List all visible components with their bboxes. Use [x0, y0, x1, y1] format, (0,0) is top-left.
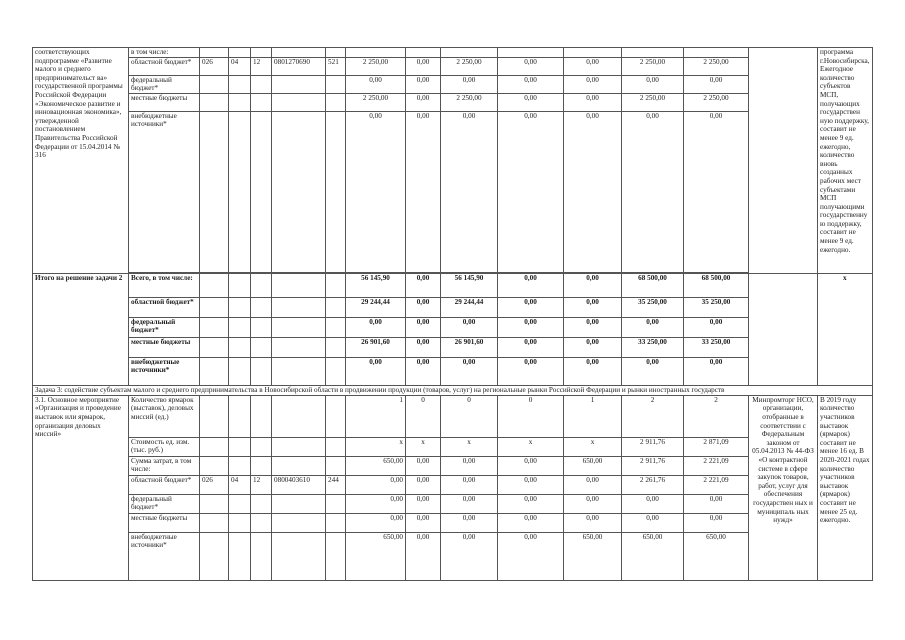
total2-row: [33, 297, 873, 317]
cell-v4: 0,00: [498, 317, 564, 337]
cell-v2: x: [406, 437, 441, 456]
cell-v5: 0,00: [564, 317, 622, 337]
cell-v3: 0,00: [441, 456, 498, 475]
cell-v6: 0,00: [622, 75, 684, 93]
cell-v4: 0,00: [498, 532, 564, 580]
cell-rz: [229, 48, 251, 58]
cell-v6: 2: [622, 395, 684, 437]
cell-v4: 0,00: [498, 513, 564, 532]
task3-header: Задача 3: содействие субъектам малого и среднего предпринимательства в Новосибирской области в продвижении продукции (товаров, услуг) на региональные рынки Российской Федерации и рынки иностранных государств: [33, 385, 873, 395]
cell-v5: 0,00: [564, 75, 622, 93]
cell-v3: [441, 48, 498, 58]
cell-csr: [272, 48, 326, 58]
cell-v7: 2: [684, 395, 749, 437]
cell-v2: 0,00: [406, 337, 441, 357]
cell-v4: 0,00: [498, 57, 564, 75]
cell-v4: 0,00: [498, 337, 564, 357]
cell-v7: 2 250,00: [684, 57, 749, 75]
cell-v2: 0,00: [406, 456, 441, 475]
cell-v3: 0,00: [441, 75, 498, 93]
task3-row: [33, 456, 873, 475]
row-label: местные бюджеты: [129, 93, 200, 111]
total2-name: Итого на решение задачи 2: [33, 273, 129, 385]
cell-pr: [251, 75, 272, 93]
cell-v2: [406, 48, 441, 58]
cell-v5: 0,00: [564, 513, 622, 532]
cell-v4: [498, 48, 564, 58]
total2-mark: x: [818, 273, 873, 385]
cell-v3: x: [441, 437, 498, 456]
cell-pr: [251, 532, 272, 580]
cell-v1: x: [346, 437, 406, 456]
cell-v6: 0,00: [622, 111, 684, 272]
cell-vr: [326, 494, 346, 513]
cell-v6: 35 250,00: [622, 297, 684, 317]
cell-v4: 0,00: [498, 475, 564, 494]
cell-csr: [272, 494, 326, 513]
cell-vr: [326, 93, 346, 111]
cell-rz: [229, 75, 251, 93]
cell-vr: [326, 437, 346, 456]
cell-v7: 0,00: [684, 357, 749, 385]
row-label: федеральный бюджет*: [129, 75, 200, 93]
cell-rz: [229, 395, 251, 437]
cell-v4: 0,00: [498, 494, 564, 513]
cell-v7: 0,00: [684, 75, 749, 93]
cell-csr: [272, 513, 326, 532]
cell-v3: 29 244,44: [441, 297, 498, 317]
total2-executor: [749, 273, 818, 385]
total2-row: [33, 317, 873, 337]
cell-v5: 0,00: [564, 357, 622, 385]
cell-v5: 0,00: [564, 337, 622, 357]
cell-v1: 2 250,00: [346, 93, 406, 111]
cell-v6: 2 911,76: [622, 437, 684, 456]
cell-rz: 04: [229, 475, 251, 494]
task3-row: [33, 513, 873, 532]
cell-v1: 56 145,90: [346, 273, 406, 297]
cell-v3: 56 145,90: [441, 273, 498, 297]
cell-v6: 2 250,00: [622, 93, 684, 111]
task3-row: [33, 437, 873, 456]
cell-v1: 0,00: [346, 513, 406, 532]
total2-row: [33, 357, 873, 385]
budget-table: [32, 47, 873, 581]
total2-row: [33, 273, 873, 297]
task3-name: 3.1. Основное мероприятие «Организация и проведение выставок или ярмарок, организация деловых миссий»: [33, 395, 129, 580]
cell-v5: 650,00: [564, 456, 622, 475]
cell-pr: [251, 395, 272, 437]
cell-v3: 2 250,00: [441, 93, 498, 111]
cell-grbs: [200, 437, 229, 456]
task3-executor: Минпромторг НСО, организации, отобранные в соответствии с Федеральным законом от 05.04.2013 № 44-ФЗ «О контрактной системе в сфере закупок товаров, работ, услуг для обеспечения государствен ных и муниципаль ных нужд»: [749, 395, 818, 580]
cell-pr: [251, 456, 272, 475]
cell-v6: 68 500,00: [622, 273, 684, 297]
row-label: Сумма затрат, в том числе:: [129, 456, 200, 475]
cell-v1: 0,00: [346, 494, 406, 513]
cell-vr: 521: [326, 57, 346, 75]
cell-grbs: [200, 48, 229, 58]
cell-v7: 0,00: [684, 494, 749, 513]
cell-grbs: [200, 456, 229, 475]
cell-v3: 0,00: [441, 513, 498, 532]
row-label: в том числе:: [129, 48, 200, 58]
cell-v7: 0,00: [684, 317, 749, 337]
total2-row: [33, 337, 873, 357]
cell-v2: 0: [406, 395, 441, 437]
cell-v2: 0,00: [406, 297, 441, 317]
cell-v6: 0,00: [622, 494, 684, 513]
cell-v1: 26 901,60: [346, 337, 406, 357]
cell-grbs: [200, 75, 229, 93]
cell-grbs: 026: [200, 475, 229, 494]
cell-pr: 12: [251, 57, 272, 75]
cell-v2: 0,00: [406, 357, 441, 385]
cell-v1: 650,00: [346, 532, 406, 580]
row-label: областной бюджет*: [129, 297, 200, 317]
cell-v7: 68 500,00: [684, 273, 749, 297]
row-label: Стоимость ед. изм. (тыс. руб.): [129, 437, 200, 456]
cell-grbs: [200, 395, 229, 437]
row-label: федеральный бюджет*: [129, 494, 200, 513]
cell-v2: 0,00: [406, 317, 441, 337]
cell-v1: 0,00: [346, 357, 406, 385]
task3-result: В 2019 году количество участников выставок (ярмарок) составит не менее 16 ед. В 2020-2021 годах количество участников выставок (ярмарок) составит не менее 25 ед. ежегодно.: [818, 395, 873, 580]
cell-vr: [326, 48, 346, 58]
cell-v7: [684, 48, 749, 58]
cell-v1: 1: [346, 395, 406, 437]
cell-v5: 1: [564, 395, 622, 437]
section1-result: программа г.Новосибирска, Ежегодное количество субъектов МСП, получающих государствен ную поддержку, составит не менее 9 ед. ежегодно, количество вновь созданных рабочих мест субъектами МСП получающими государственну ю поддержку, составит не менее 9 ед. ежегодно.: [818, 48, 873, 274]
section1-name: соответствующих подпрограмме «Развитие малого и среднего предпринимательст ва» государственной программы Российской Федерации «Экономическое развитие и инновационная экономика», утвержденной постановлением Правительства Российской Федерации от 15.04.2014 № 316: [33, 48, 129, 274]
cell-v1: 0,00: [346, 475, 406, 494]
cell-v5: 0,00: [564, 475, 622, 494]
cell-pr: [251, 93, 272, 111]
cell-v3: 0,00: [441, 357, 498, 385]
cell-v2: 0,00: [406, 93, 441, 111]
task3-row: [33, 475, 873, 494]
cell-csr: [272, 75, 326, 93]
cell-v4: 0,00: [498, 297, 564, 317]
cell-v6: [622, 48, 684, 58]
cell-v3: 2 250,00: [441, 57, 498, 75]
cell-v2: 0,00: [406, 513, 441, 532]
cell-v7: 33 250,00: [684, 337, 749, 357]
cell-grbs: 026: [200, 57, 229, 75]
row-label: областной бюджет*: [129, 57, 200, 75]
task3-row: [33, 494, 873, 513]
section1-row: [33, 93, 873, 111]
cell-v5: 0,00: [564, 494, 622, 513]
task3-row: [33, 532, 873, 580]
cell-v2: 0,00: [406, 532, 441, 580]
cell-rz: [229, 456, 251, 475]
cell-v3: 0,00: [441, 532, 498, 580]
cell-v1: 29 244,44: [346, 297, 406, 317]
cell-v5: x: [564, 437, 622, 456]
cell-csr: 0800403610: [272, 475, 326, 494]
cell-v6: 650,00: [622, 532, 684, 580]
cell-csr: [272, 111, 326, 272]
cell-v7: 2 221,09: [684, 456, 749, 475]
cell-v5: [564, 48, 622, 58]
row-label: областной бюджет*: [129, 475, 200, 494]
row-label: Всего, в том числе:: [129, 273, 200, 297]
cell-v6: 0,00: [622, 513, 684, 532]
cell-v3: 0,00: [441, 475, 498, 494]
cell-v1: 0,00: [346, 111, 406, 272]
cell-v6: 2 261,76: [622, 475, 684, 494]
row-label: Количество ярмарок (выставок), деловых миссий (ед.): [129, 395, 200, 437]
cell-v2: 0,00: [406, 273, 441, 297]
cell-vr: [326, 513, 346, 532]
cell-grbs: [200, 93, 229, 111]
cell-rz: [229, 532, 251, 580]
row-label: местные бюджеты: [129, 513, 200, 532]
section1-row: [33, 75, 873, 93]
cell-v1: 2 250,00: [346, 57, 406, 75]
cell-v7: 2 221,09: [684, 475, 749, 494]
cell-csr: [272, 456, 326, 475]
cell-grbs: [200, 111, 229, 272]
cell-grbs: [200, 494, 229, 513]
cell-v3: 0,00: [441, 494, 498, 513]
cell-v1: 650,00: [346, 456, 406, 475]
cell-vr: 244: [326, 475, 346, 494]
section1-row: [33, 111, 873, 272]
cell-v6: 2 250,00: [622, 57, 684, 75]
cell-rz: [229, 93, 251, 111]
cell-v6: 0,00: [622, 357, 684, 385]
cell-pr: [251, 494, 272, 513]
cell-grbs: [200, 532, 229, 580]
cell-csr: [272, 395, 326, 437]
cell-vr: [326, 395, 346, 437]
cell-v4: 0,00: [498, 273, 564, 297]
cell-v5: 0,00: [564, 273, 622, 297]
task3-row: [33, 395, 873, 437]
cell-csr: [272, 532, 326, 580]
row-label: внебюджетные источники*: [129, 357, 200, 385]
cell-v7: 650,00: [684, 532, 749, 580]
cell-rz: [229, 111, 251, 272]
cell-vr: [326, 111, 346, 272]
cell-v7: 0,00: [684, 513, 749, 532]
cell-v1: 0,00: [346, 75, 406, 93]
cell-v1: [346, 48, 406, 58]
cell-v2: 0,00: [406, 111, 441, 272]
row-label: федеральный бюджет*: [129, 317, 200, 337]
cell-v5: 0,00: [564, 297, 622, 317]
cell-v2: 0,00: [406, 57, 441, 75]
cell-grbs: [200, 513, 229, 532]
cell-v3: 0,00: [441, 317, 498, 337]
cell-v4: 0,00: [498, 357, 564, 385]
cell-pr: [251, 111, 272, 272]
cell-v6: 0,00: [622, 317, 684, 337]
cell-rz: [229, 437, 251, 456]
section1-row: [33, 57, 873, 75]
cell-v2: 0,00: [406, 75, 441, 93]
cell-v7: 0,00: [684, 111, 749, 272]
row-label: местные бюджеты: [129, 337, 200, 357]
cell-v4: 0,00: [498, 93, 564, 111]
cell-v6: 2 911,76: [622, 456, 684, 475]
cell-vr: [326, 456, 346, 475]
section1-executor: [749, 48, 818, 274]
cell-pr: [251, 48, 272, 58]
cell-v7: 2 250,00: [684, 93, 749, 111]
cell-v5: 0,00: [564, 57, 622, 75]
cell-v2: 0,00: [406, 494, 441, 513]
cell-v3: 0,00: [441, 111, 498, 272]
row-label: внебюджетные источники*: [129, 532, 200, 580]
cell-v4: 0,00: [498, 456, 564, 475]
cell-rz: [229, 494, 251, 513]
cell-v5: 650,00: [564, 532, 622, 580]
row-label: внебюджетные источники*: [129, 111, 200, 272]
cell-vr: [326, 532, 346, 580]
cell-v7: 2 871,09: [684, 437, 749, 456]
task3-header-row: [33, 385, 873, 395]
cell-csr: [272, 93, 326, 111]
cell-v6: 33 250,00: [622, 337, 684, 357]
cell-csr: [272, 437, 326, 456]
cell-v2: 0,00: [406, 475, 441, 494]
cell-v4: 0,00: [498, 111, 564, 272]
cell-v4: x: [498, 437, 564, 456]
cell-v4: 0: [498, 395, 564, 437]
cell-pr: [251, 437, 272, 456]
cell-v3: 26 901,60: [441, 337, 498, 357]
cell-csr: 0801270690: [272, 57, 326, 75]
section1-row: [33, 48, 873, 58]
cell-v5: 0,00: [564, 93, 622, 111]
cell-v1: 0,00: [346, 317, 406, 337]
cell-v3: 0: [441, 395, 498, 437]
cell-rz: 04: [229, 57, 251, 75]
cell-pr: [251, 513, 272, 532]
cell-vr: [326, 75, 346, 93]
cell-v5: 0,00: [564, 111, 622, 272]
cell-v7: 35 250,00: [684, 297, 749, 317]
cell-rz: [229, 513, 251, 532]
cell-pr: 12: [251, 475, 272, 494]
cell-v4: 0,00: [498, 75, 564, 93]
